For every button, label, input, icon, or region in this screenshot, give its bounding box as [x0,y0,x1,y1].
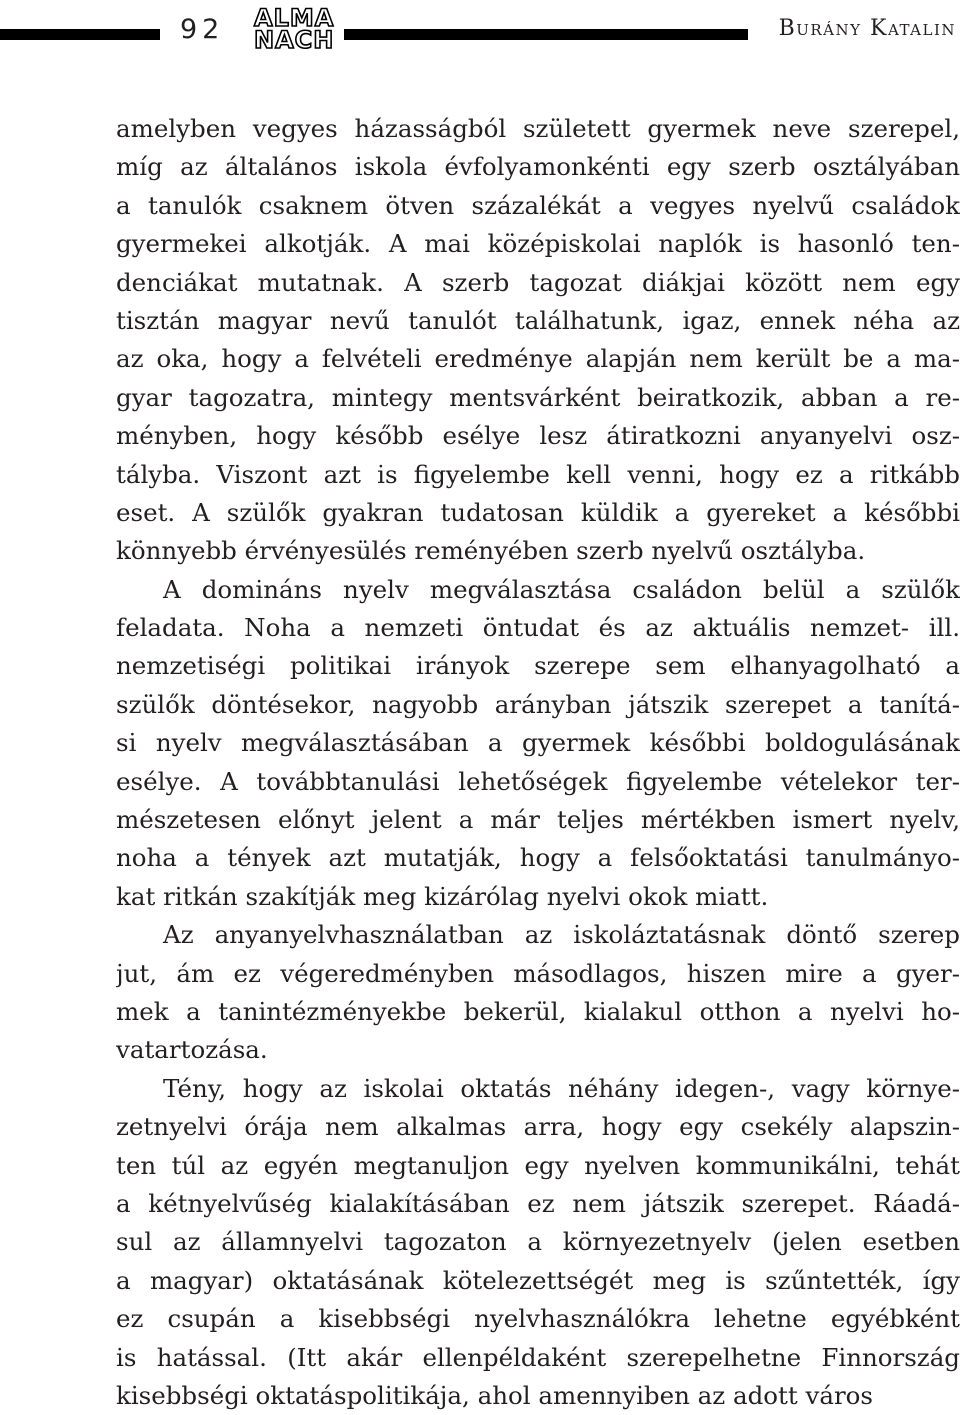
header-rule-right [344,29,748,40]
text-line: a magyar) oktatásának kötelezettségét meg is szűntették, így [116,1265,960,1295]
text-line: sul az államnyelvi tagozaton a környezetnyelv (jelen esetben [116,1227,960,1257]
paragraph [116,571,960,917]
text-line: vatartozása. [116,1035,268,1065]
page-number: 92 [180,14,225,45]
paragraph [116,110,960,571]
running-head-author: Burány Katalin [778,16,956,41]
text-line: esélye. A továbbtanulási lehetőségek figyelembe vételekor ter- [116,766,960,796]
text-line: feladata. Noha a nemzeti öntudat és az aktuális nemzet- ill. [116,613,960,643]
text-line: nemzetiségi politikai irányok szerepe sem elhanyagolható a [116,651,960,681]
almanach-logo [252,4,336,60]
text-line: gyar tagozatra, mintegy mentsvárként beiratkozik, abban a re- [116,382,960,412]
text-line: ményben, hogy később esélye lesz átiratkozni anyanyelvi osz- [116,421,960,451]
text-line: a tanulók csaknem ötven százalékát a vegyes nyelvű családok [116,190,960,220]
text-line: míg az általános iskola évfolyamonkénti egy szerb osztályában [116,152,960,182]
text-line: mek a tanintézményekbe bekerül, kialakul otthon a nyelvi ho- [116,996,960,1026]
text-line: ez csupán a kisebbségi nyelvhasználókra lehetne egyébként [116,1304,960,1334]
text-line: kisebbségi oktatáspolitikája, ahol amennyiben az adott város [116,1380,873,1410]
logo-text-line-1: ALMA [254,4,335,32]
text-line: zetnyelvi órája nem alkalmas arra, hogy egy csekély alapszin- [116,1112,960,1142]
text-line: eset. A szülők gyakran tudatosan küldik a gyereket a későbbi [116,497,960,527]
text-line: könnyebb érvényesülés reményében szerb nyelvű osztályba. [116,536,866,566]
text-line: A domináns nyelv megválasztása családon belül a szülők [163,574,960,604]
text-line: jut, ám ez végeredményben másodlagos, hiszen mire a gyer- [116,958,960,988]
logo-text-line-2: NACH [254,26,335,54]
text-line: gyermekei alkotják. A mai középiskolai naplók is hasonló ten- [116,229,960,259]
text-line: ten túl az egyén megtanuljon egy nyelven kommunikálni, tehát [116,1150,960,1180]
text-line: Az anyanyelvhasználatban az iskoláztatásnak döntő szerep [163,920,960,950]
text-line: Tény, hogy az iskolai oktatás néhány idegen-, vagy környe- [163,1073,960,1103]
text-line: a kétnyelvűség kialakításában ez nem játszik szerepet. Ráadá- [116,1188,960,1218]
text-line: tályba. Viszont azt is figyelembe kell venni, hogy ez a ritkább [116,459,960,489]
text-line: szülők döntésekor, nagyobb arányban játszik szerepet a tanítá- [116,689,960,719]
text-line: mészetesen előnyt jelent a már teljes mértékben ismert nyelv, [116,805,960,835]
text-line: amelyben vegyes házasságból született gyermek neve szerepel, [116,114,960,143]
text-line: kat ritkán szakítják meg kizárólag nyelvi okok miatt. [116,881,769,911]
text-line: is hatással. (Itt akár ellenpéldaként szerepelhetne Finnország [116,1342,960,1372]
running-header [0,0,960,70]
body-text [116,110,960,1415]
text-line: si nyelv megválasztásában a gyermek későbbi boldogulásának [116,728,960,758]
text-line: denciákat mutatnak. A szerb tagozat diákjai között nem egy [116,267,960,297]
paragraph [116,916,960,1070]
text-line: tisztán magyar nevű tanulót találhatunk, igaz, ennek néha az [116,305,960,335]
paragraph [116,1070,960,1415]
text-line: az oka, hogy a felvételi eredménye alapján nem került be a ma- [116,344,960,374]
header-rule-left [0,29,160,40]
text-line: noha a tények azt mutatják, hogy a felsőoktatási tanulmányo- [116,843,960,873]
